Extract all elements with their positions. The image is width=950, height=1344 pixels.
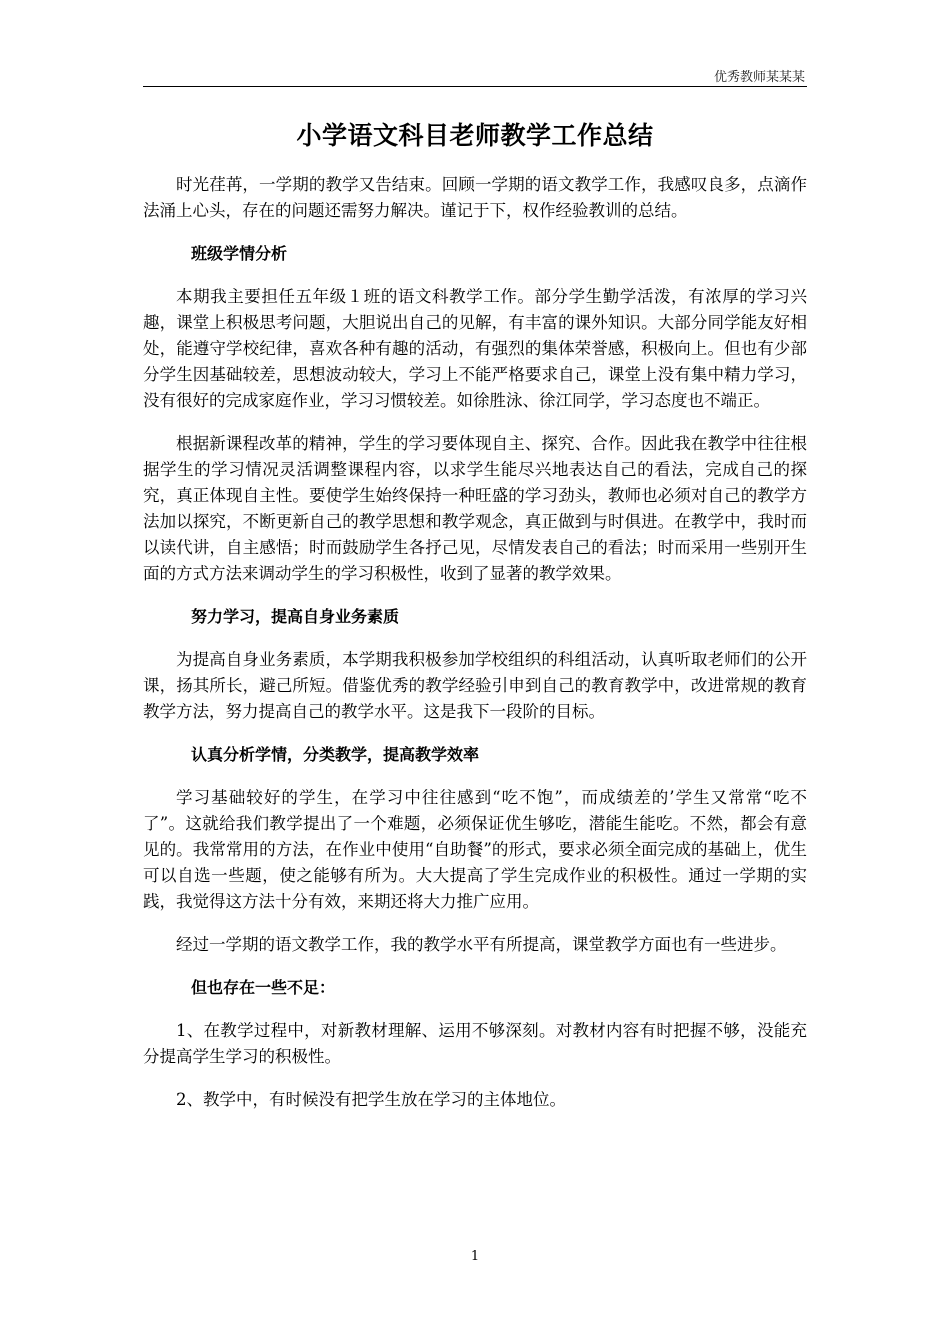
paragraph-professional-development: 为提高自身业务素质，本学期我积极参加学校组织的科组活动，认真听取老师们的公开课，扬其所长，避己所短。借鉴优秀的教学经验引申到自己的教育教学中，改进常规的教育教学方法，努力提高自己的教学水平。这是我下一段阶的目标。 [143,650,807,721]
section-heading-shortcomings: 但也存在一些不足： [191,978,336,997]
section-heading-tiered-teaching: 认真分析学情，分类教学，提高教学效率 [191,745,480,764]
page-header-text: 优秀教师某某某 [713,70,805,85]
paragraph-tiered-homework: 学习基础较好的学生，在学习中往往感到“吃不饱”，而成绩差的’学生又常常“吃不了”。这就给我们教学提出了一个难题，必须保证优生够吃，潜能生能吃。不然，都会有意见的。我常常用的方法，在作业中使用“自助餐”的形式，要求必须全面完成的基础上，优生可以自选一些题，使之能够有所为。大大提高了学生完成作业的积极性。通过一学期的实践，我觉得这方法十分有效，来期还将大力推广应用。 [143,788,807,911]
document-title: 小学语文科目老师教学工作总结 [296,121,654,150]
paragraph-curriculum-reform: 根据新课程改革的精神，学生的学习要体现自主、探究、合作。因此我在教学中往往根据学生的学习情况灵活调整课程内容，以求学生能尽兴地表达自己的看法，完成自己的探究，真正体现自主性。要使学生始终保持一种旺盛的学习劲头，教师也必须对自己的教学方法加以探究，不断更新自己的教学思想和教学观念，真正做到与时俱进。在教学中，我时而以读代讲，自主感悟；时而鼓励学生各抒己见，尽情发表自己的看法；时而采用一些别开生面的方式方法来调动学生的学习积极性，收到了显著的教学效果。 [143,434,807,583]
paragraph-shortcoming-2: 2、教学中，有时候没有把学生放在学习的主体地位。 [176,1090,566,1109]
header-divider [143,86,807,87]
intro-paragraph: 时光荏苒，一学期的教学又告结束。回顾一学期的语文教学工作，我感叹良多，点滴作法涌上心头，存在的问题还需努力解决。谨记于下，权作经验教训的总结。 [143,175,807,220]
section-heading-self-improvement: 努力学习，提高自身业务素质 [191,607,400,626]
page-number: 1 [470,1249,480,1264]
paragraph-class-situation: 本期我主要担任五年级１班的语文科教学工作。部分学生勤学活泼，有浓厚的学习兴趣，课堂上积极思考问题，大胆说出自己的见解，有丰富的课外知识。大部分同学能友好相处，能遵守学校纪律，喜欢各种有趣的活动，有强烈的集体荣誉感，积极向上。但也有少部分学生因基础较差，思想波动较大，学习上不能严格要求自己，课堂上没有集中精力学习，没有很好的完成家庭作业，学习习惯较差。如徐胜泳、徐江同学，学习态度也不端正。 [143,287,807,410]
paragraph-summary: 经过一学期的语文教学工作，我的教学水平有所提高，课堂教学方面也有一些进步。 [176,935,787,954]
paragraph-shortcoming-1: 1、在教学过程中，对新教材理解、运用不够深刻。对教材内容有时把握不够，没能充分提高学生学习的积极性。 [143,1021,807,1066]
document-body [143,172,807,1130]
section-heading-class-analysis: 班级学情分析 [191,244,288,263]
